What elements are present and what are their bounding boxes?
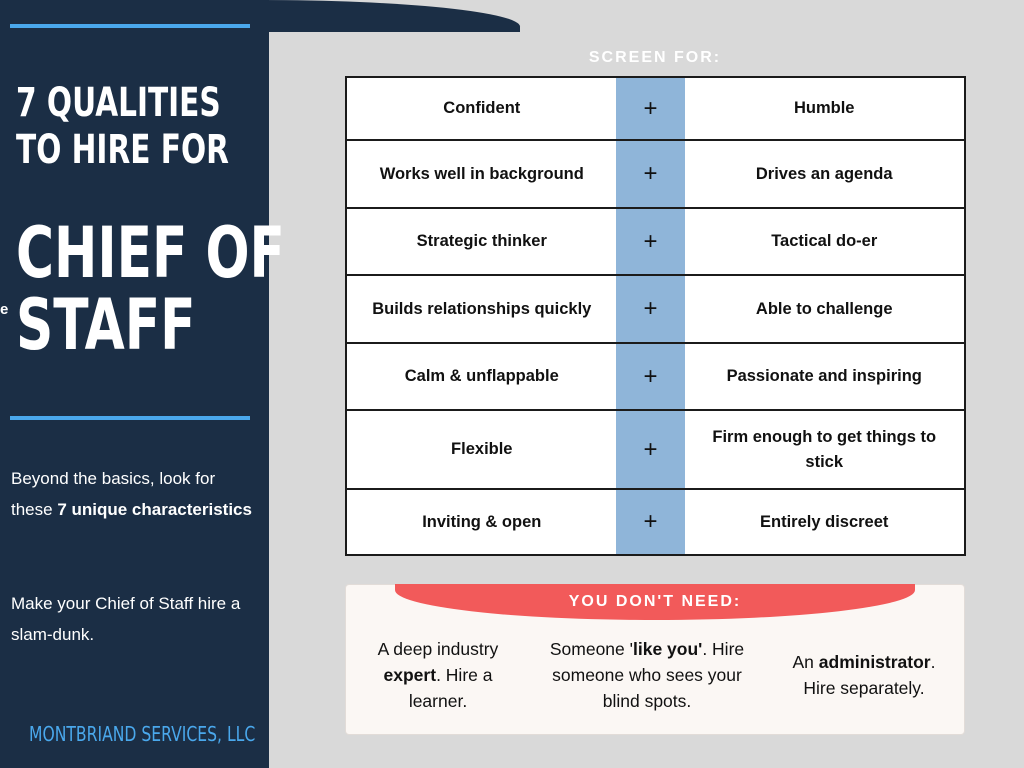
table-row xyxy=(347,207,964,274)
title-line-1: 7 QUALITIES xyxy=(16,80,221,126)
stray-character: e xyxy=(0,301,9,318)
call-to-action-text: Make your Chief of Staff hire a slam-dunk. xyxy=(11,594,241,644)
plus-icon: + xyxy=(643,435,658,463)
quality-left: Calm & unflappable xyxy=(404,367,559,385)
quality-right: Drives an agenda xyxy=(755,164,893,183)
quality-right: Able to challenge xyxy=(755,299,893,318)
plus-icon: + xyxy=(643,94,658,122)
sidebar-panel xyxy=(0,0,285,768)
table-row xyxy=(347,342,964,409)
table-row xyxy=(347,139,964,207)
quality-right: Firm enough to get things to stick xyxy=(712,427,937,471)
intro-text: Beyond the basics, look for these 7 unique characteristics xyxy=(11,469,252,519)
quality-left: Works well in background xyxy=(379,164,584,183)
quality-left: Inviting & open xyxy=(422,512,542,531)
plus-icon: + xyxy=(643,160,658,187)
dont-need-item-like-you: Someone 'like you'. Hire someone who sees your blind spots. xyxy=(549,639,745,711)
role-title-line-1: CHIEF OF xyxy=(16,212,285,294)
dont-need-item-expert: A deep industry expert. Hire a learner. xyxy=(377,639,499,711)
divider-middle xyxy=(10,416,250,420)
quality-left: Builds relationships quickly xyxy=(372,299,592,318)
quality-right: Tactical do-er xyxy=(771,232,878,250)
plus-icon: + xyxy=(643,508,658,535)
table-row xyxy=(347,409,964,488)
role-title-line-2: STAFF xyxy=(16,284,196,366)
plus-icon: + xyxy=(643,295,658,322)
intro-emphasis: 7 unique characteristics xyxy=(57,500,252,519)
dont-need-item-administrator: An administrator. Hire separately. xyxy=(792,652,936,698)
plus-icon: + xyxy=(643,362,658,390)
quality-left: Confident xyxy=(443,99,521,117)
table-row xyxy=(347,78,964,139)
title-line-2: TO HIRE FOR xyxy=(16,127,229,173)
divider-top xyxy=(10,24,250,28)
quality-right: Entirely discreet xyxy=(760,512,889,531)
table-row xyxy=(347,274,964,342)
screen-for-title: SCREEN FOR: xyxy=(588,49,722,66)
quality-right: Humble xyxy=(793,99,855,117)
quality-left: Flexible xyxy=(451,440,513,458)
company-name: MONTBRIAND SERVICES, LLC xyxy=(29,722,256,746)
dont-need-title: YOU DON'T NEED: xyxy=(568,593,742,610)
table-row xyxy=(347,488,964,554)
plus-icon: + xyxy=(643,227,658,255)
quality-left: Strategic thinker xyxy=(416,232,547,250)
quality-right: Passionate and inspiring xyxy=(726,367,922,385)
